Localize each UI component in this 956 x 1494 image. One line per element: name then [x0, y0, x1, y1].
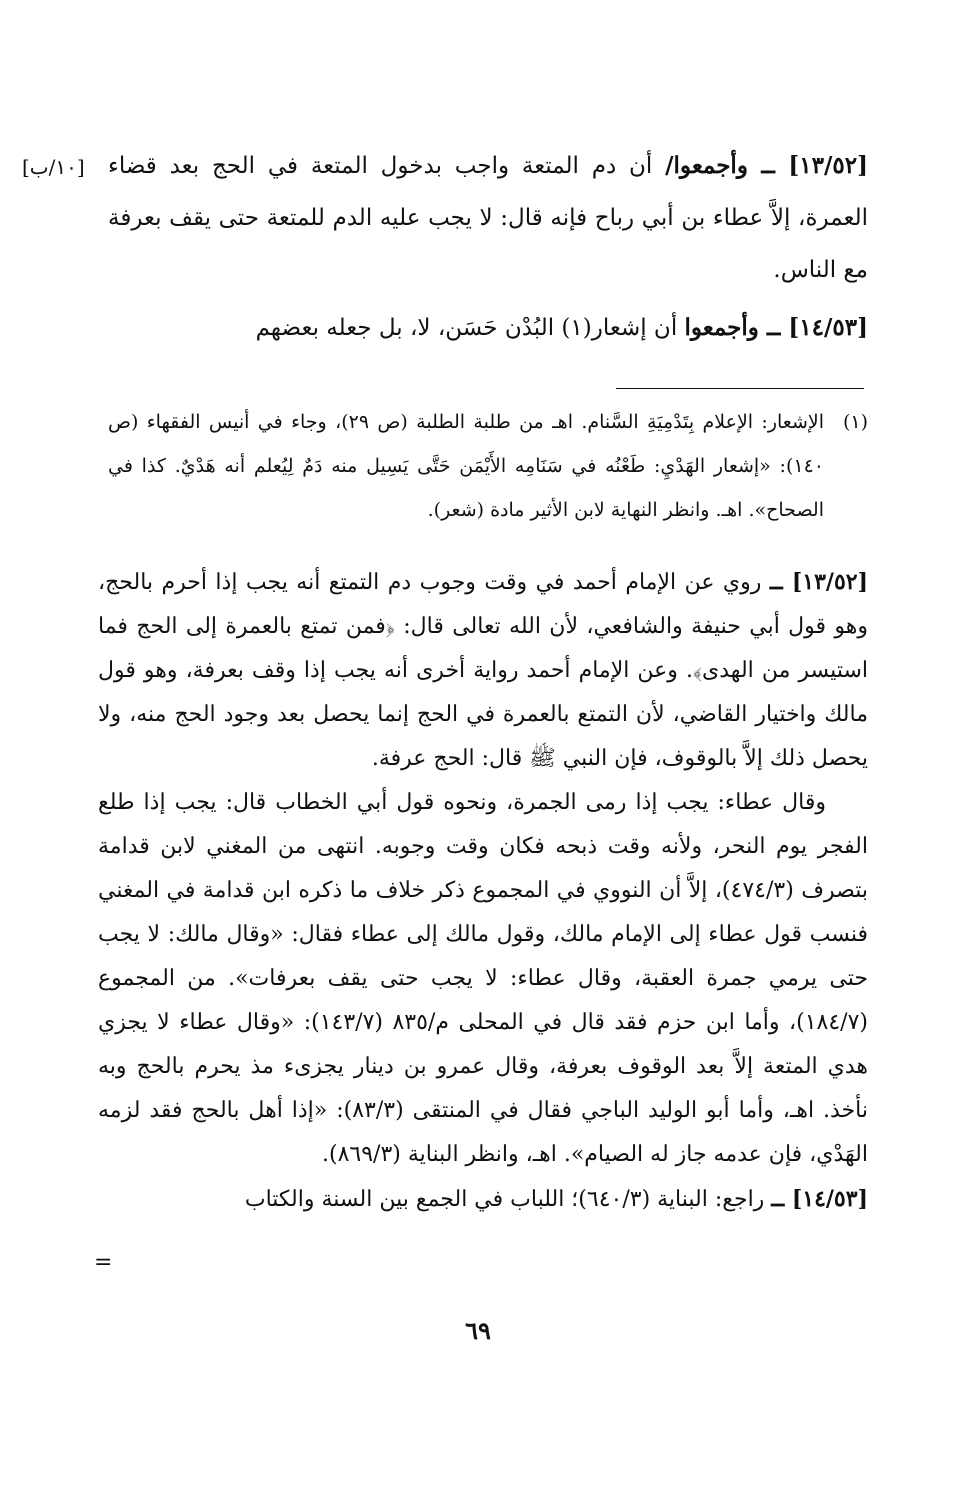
main-paragraph-1: [108, 140, 868, 296]
paragraph-text: أن دم المتعة واجب بدخول المتعة في الحج بعد قضاء العمرة، إلاَّ عطاء بن أبي رباح فإنه قال: لا يجب عليه الدم للمتعة حتى يقف بعرفة مع الناس.: [108, 153, 868, 283]
footnote-text: الإشعار: الإعلام بِتَدْمِيَةِ السَّنام. اهـ من طلبة الطلبة (ص ٢٩)، وجاء في أنيس الفقهاء (ص ١٤٠): «إشعار الهَدْيِ: طَعْنُه في سَنَامِه الأَيْمَن حَتَّى يَسِيل منه دَمٌ لِيُعلم أنه هَدْيٌ. كذا في الصحاح». اهـ. وانظر النهاية لابن الأثير مادة (شعر).: [108, 411, 824, 521]
paragraph-label: [١٣/٥٢] ــ وأجمعوا/: [665, 152, 869, 179]
commentary-label: [١٤/٥٣] ــ: [771, 1186, 868, 1212]
footnotes-section: [108, 400, 868, 532]
commentary-paragraph-3: [98, 1177, 868, 1222]
main-paragraph-2: [108, 302, 868, 354]
commentary-text: راجع: البناية (٦٤٠/٣)؛ اللباب في الجمع بين السنة والكتاب: [244, 1187, 772, 1212]
main-text-body: [108, 140, 868, 354]
paragraph-text: أن إشعار(١) البُدْن حَسَن، لا، بل جعله بعضهم: [255, 315, 685, 341]
footnote-item: [108, 400, 868, 532]
commentary-paragraph-1: [98, 560, 868, 781]
paragraph-label: [١٤/٥٣] ــ وأجمعوا: [684, 314, 868, 341]
margin-folio-reference: [١٠/ب]: [22, 155, 85, 179]
commentary-paragraph-2: [98, 781, 868, 1177]
page-number: ٦٩: [465, 1316, 491, 1345]
commentary-text: روي عن الإمام أحمد في وقت وجوب دم التمتع أنه يجب إذا أحرم بالحج، وهو قول أبي حنيفة والشافعي، لأن الله تعالى قال: ﴿فمن تمتع بالعمرة إلى الحج فما استيسر من الهدى﴾. وعن الإمام أحمد رواية أخرى أنه يجب إذا وقف بعرفة، وهو قول مالك واختيار القاضي، لأن التمتع بالعمرة في الحج إنما يحصل بعد وجود الحج منه، ولا يحصل ذلك إلاَّ بالوقوف، فإن النبي ﷺ قال: الحج عرفة.: [98, 570, 868, 771]
continuation-mark: =: [94, 1250, 113, 1275]
commentary-text: وقال عطاء: يجب إذا رمى الجمرة، ونحوه قول أبي الخطاب قال: يجب إذا طلع الفجر يوم النحر، ولأنه وقت ذبحه فكان وقت وجوبه. انتهى من المغني لابن قدامة بتصرف (٤٧٤/٣)، إلاَّ أن النووي في المجموع ذكر خلاف ما ذكره ابن قدامة في المغني فنسب قول عطاء إلى الإمام مالك، وقول مالك إلى عطاء فقال: «وقال مالك: لا يجب حتى يرمي جمرة العقبة، وقال عطاء: لا يجب حتى يقف بعرفات». من المجموع (١٨٤/٧)، وأما ابن حزم فقد قال في المحلى م/٨٣٥ (١٤٣/٧): «وقال عطاء لا يجزي هدي المتعة إلاَّ بعد الوقوف بعرفة، وقال عمرو بن دينار يجزىء مذ يحرم بالحج وبه نأخذ. اهـ، وأما أبو الوليد الباجي فقال في المنتقى (٨٣/٣): «إذا أهل بالحج فقد لزمه الهَدْي، فإن عدمه جاز له الصيام». اهـ، وانظر البناية (٨٦٩/٣).: [98, 790, 869, 1167]
footnote-number: (١): [842, 411, 868, 433]
commentary-label: [١٣/٥٢] ــ: [769, 569, 869, 595]
footnote-separator: [616, 388, 864, 389]
commentary-section: [98, 560, 868, 1222]
